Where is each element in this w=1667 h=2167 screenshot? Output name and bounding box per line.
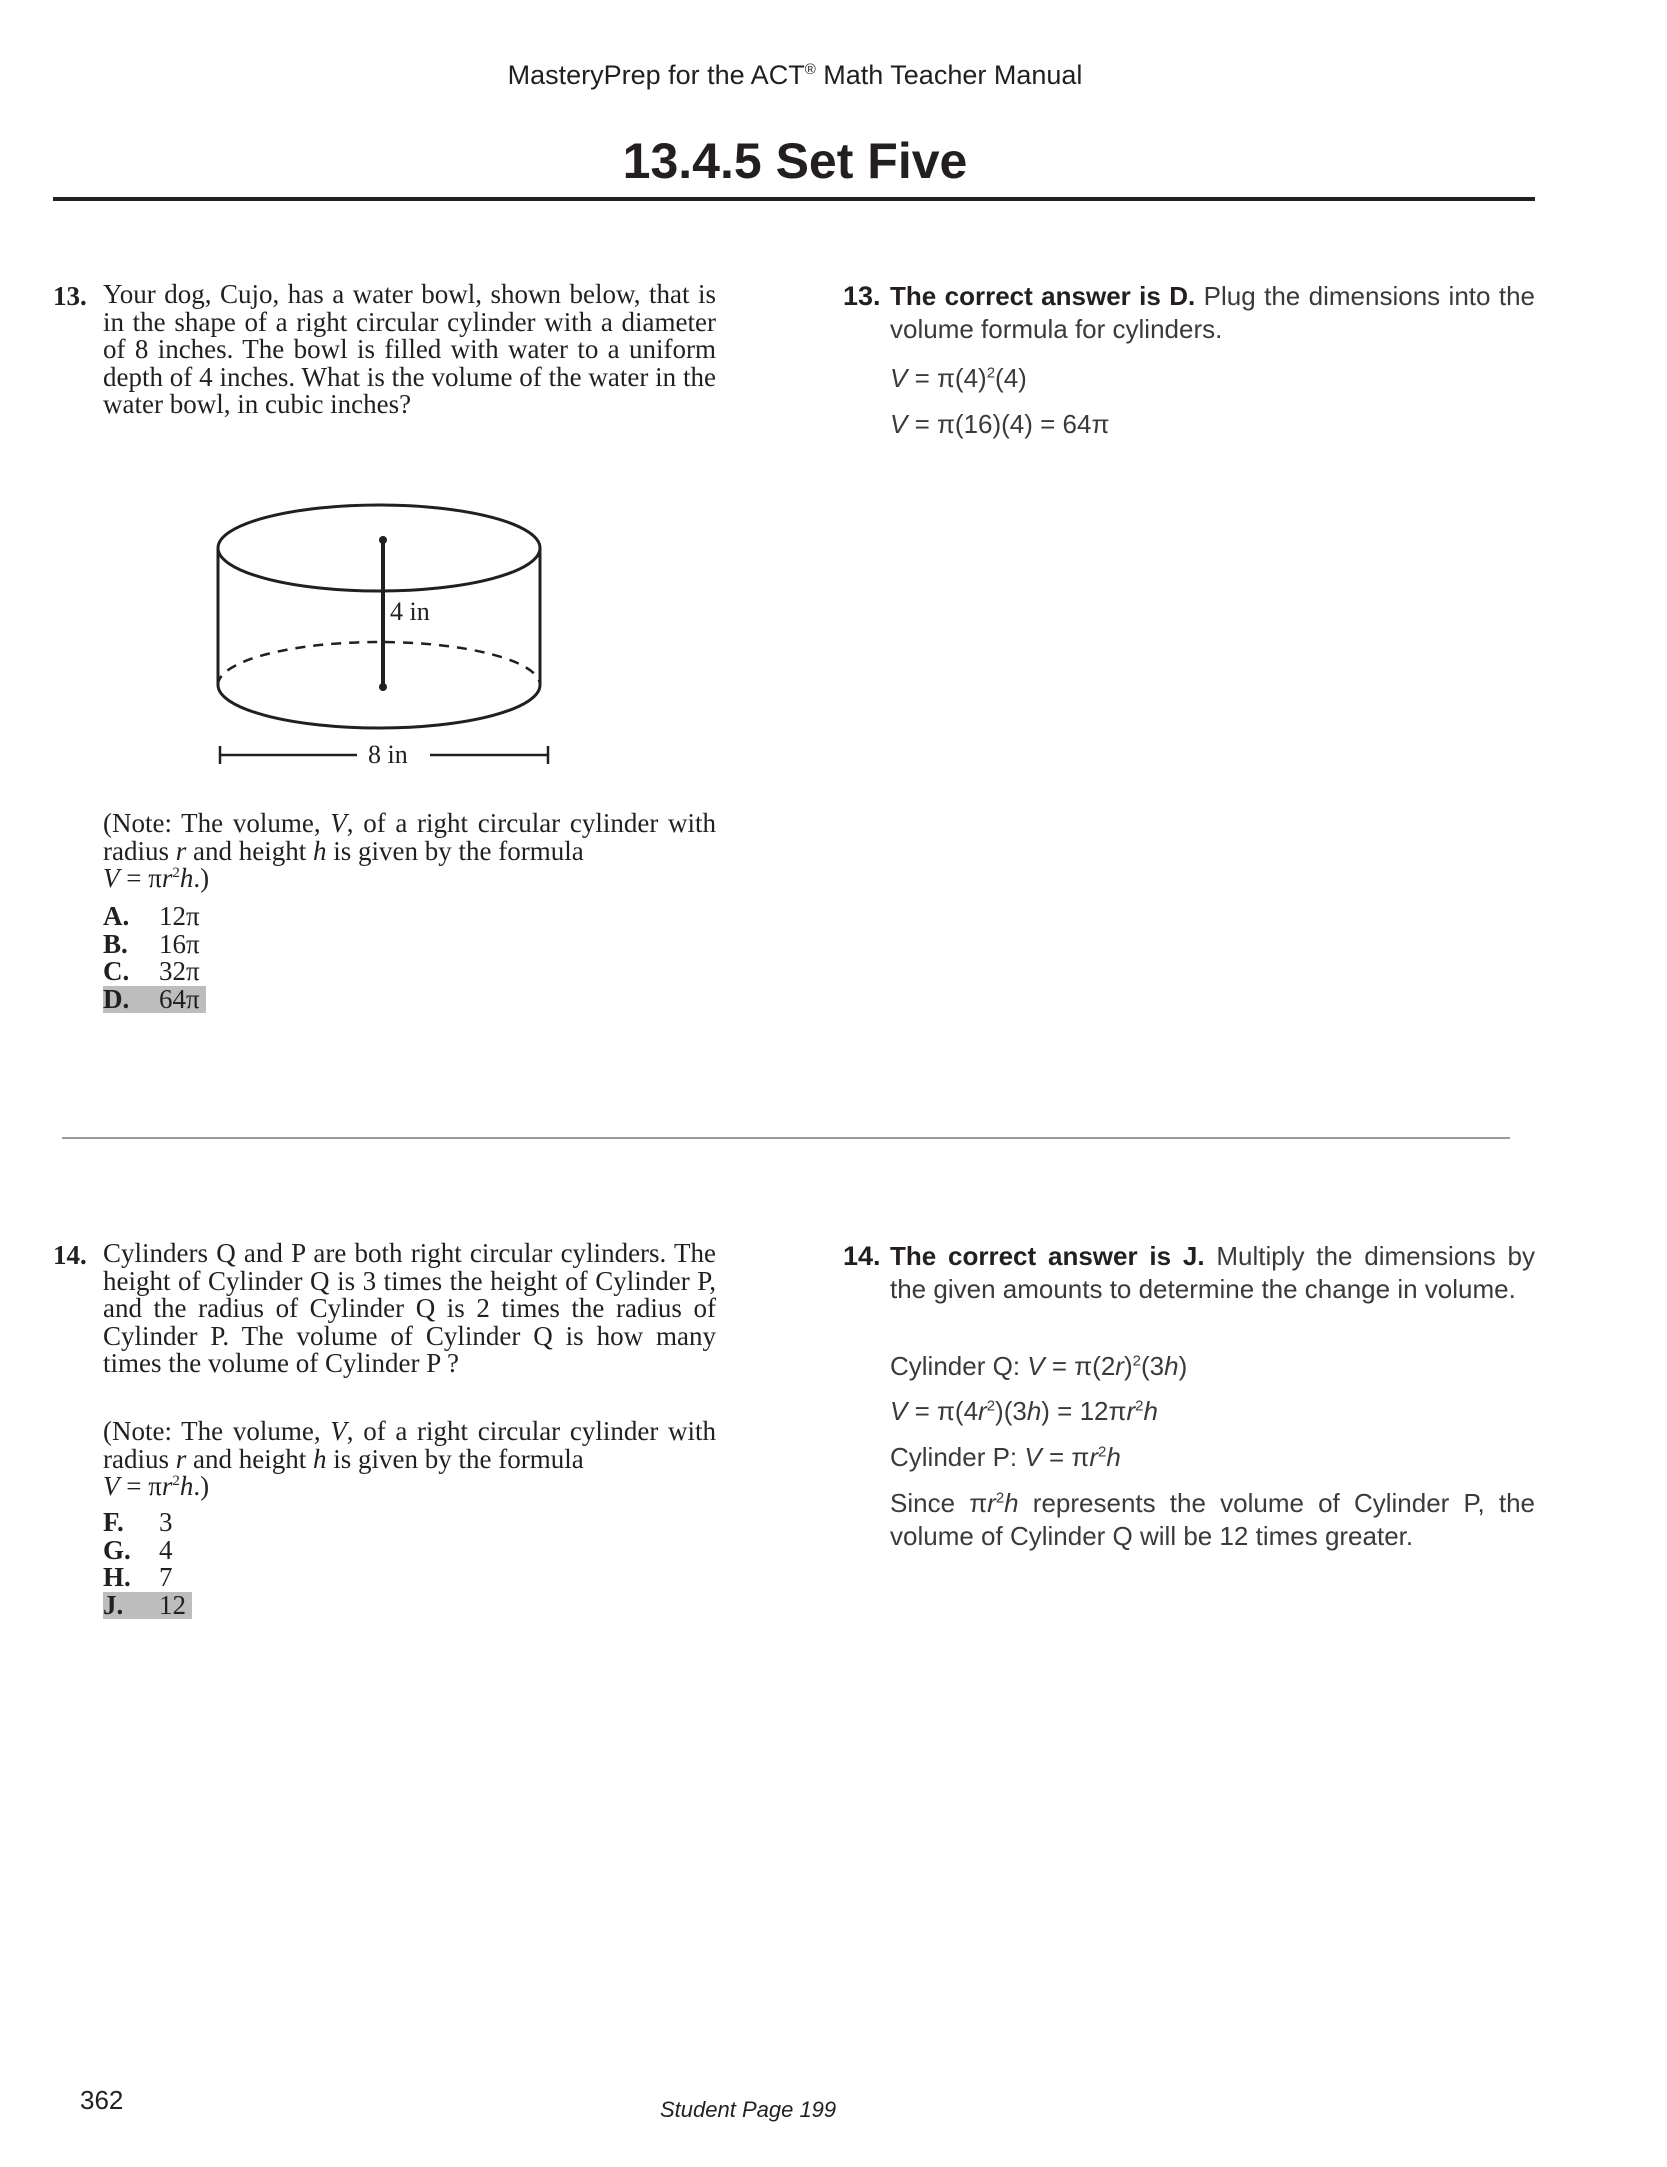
question-14-choices [103, 1509, 192, 1619]
section-divider [62, 1137, 1510, 1139]
depth-dot-bottom [379, 683, 387, 691]
running-header: MasteryPrep for the ACT® Math Teacher Manual [507, 60, 1083, 90]
page-title: 13.4.5 Set Five [622, 133, 968, 189]
answer-13-step-1: $V = \pi(4)^2(4)$ [890, 363, 1027, 393]
cylinder-top-ellipse [218, 505, 540, 591]
choice-h[interactable]: H. 7 [103, 1562, 173, 1592]
question-13-note: (Note: The volume, V, of a right circular cylinder with radius r and height h is given by the formula $V = \pi r^2h$.) [103, 808, 716, 893]
question-14-number: 14. [53, 1240, 87, 1270]
question-14-note: (Note: The volume, V, of a right circular cylinder with radius r and height h is given by the formula $V = \pi r^2h$.) [103, 1416, 716, 1501]
question-14-text: Cylinders Q and P are both right circular cylinders. The height of Cylinder Q is 3 times the height of Cylinder P, and the radius of Cylinder Q is 2 times the radius of Cylinder P. The volume of Cylinder Q is how many times the volume of Cylinder P ? [103, 1238, 716, 1378]
height-label: 4 in [390, 597, 430, 626]
question-13-text: Your dog, Cujo, has a water bowl, shown below, that is in the shape of a right circular cylinder with a diameter of 8 inches. The bowl is filled with water to a uniform depth of 4 inches. What is the volume of the water in the water bowl, in cubic inches? [103, 279, 716, 419]
question-13-choices [103, 903, 206, 1013]
choice-a[interactable]: A. 12π [103, 901, 200, 931]
answer-14-step-3: Cylinder P: $V = \pi r^2h$ [890, 1442, 1121, 1472]
answer-14-step-2: $V = \pi(4r^2)(3h) = 12\pi r^2h$ [890, 1396, 1158, 1426]
depth-dot-top [379, 536, 387, 544]
answer-13-explanation: The correct answer is D. Plug the dimensions into the volume formula for cylinders. [890, 281, 1536, 344]
choice-b[interactable]: B. 16π [103, 928, 200, 959]
answer-14-conclusion: Since $\pi r^2h$ represents the volume of Cylinder P, the volume of Cylinder Q will be 12 times greater. [890, 1488, 1536, 1551]
answer-14-number: 14. [843, 1241, 881, 1271]
answer-13-number: 13. [843, 281, 881, 311]
footer-student-page: Student Page 199 [660, 2097, 837, 2122]
cylinder-figure [215, 495, 560, 770]
footer-page-number: 362 [80, 2085, 124, 2115]
answer-14-explanation: The correct answer is J. Multiply the dimensions by the given amounts to determine the change in volume. [890, 1241, 1536, 1304]
cylinder-bottom-arc [218, 685, 540, 728]
choice-j-highlighted[interactable]: J. 12 [103, 1592, 192, 1620]
choice-f[interactable]: F. 3 [103, 1507, 173, 1537]
title-rule [53, 197, 1535, 201]
answer-14-step-1: Cylinder Q: $V = \pi(2r)^2(3h)$ [890, 1351, 1188, 1381]
cylinder-hidden-arc [218, 642, 540, 685]
answer-13-step-2: V = π(16)(4) = 64π [890, 409, 1110, 439]
question-13-number: 13. [53, 281, 87, 311]
choice-d-highlighted[interactable]: D. 64π [103, 986, 206, 1014]
choice-g[interactable]: G. 4 [103, 1534, 173, 1565]
diameter-label: 8 in [368, 740, 408, 769]
choice-c[interactable]: C. 32π [103, 956, 200, 986]
